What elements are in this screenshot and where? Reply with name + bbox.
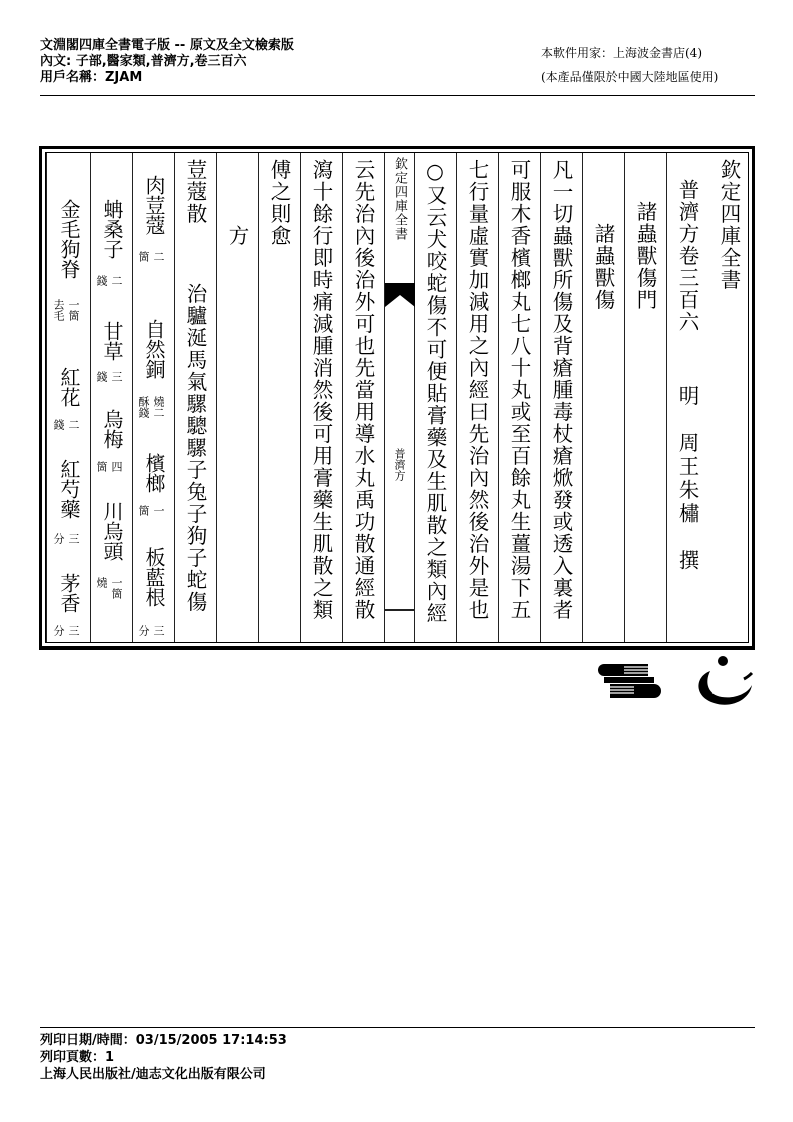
ingredient-name: 川烏頭 — [100, 501, 124, 561]
username: 用戶名稱：ZJAM — [40, 70, 143, 85]
ingredient-name: 蚺桑子 — [100, 199, 124, 259]
ingredient-name: 檳榔 — [142, 453, 166, 493]
ingredient-dose: 燒二 酥錢 — [137, 396, 165, 418]
ingredient-dose: 二 錢 — [52, 419, 80, 430]
section-title: 諸蟲獸傷門 — [633, 201, 657, 311]
ingredient-dose: 三 分 — [52, 533, 80, 544]
product-title: 文淵閣四庫全書電子版 -- 原文及全文檢索版 — [40, 38, 294, 53]
text-column-7 — [456, 153, 498, 642]
publisher: 上海人民出版社/迪志文化出版有限公司 — [40, 1067, 266, 1082]
ingredient-dose: 三 錢 — [95, 371, 123, 382]
column-text: 可服木香檳榔丸七八十丸或至百餘丸生薑湯下五 — [507, 159, 531, 621]
column-text: 瀉十餘行即時痛減腫消然後可用膏藥生肌散之類 — [309, 159, 333, 621]
books-logo-icon — [596, 662, 662, 702]
ingredient-dose: 四 箇 — [95, 461, 123, 472]
header-divider — [40, 95, 755, 96]
fishtail-mark-icon — [385, 283, 415, 307]
ingredient-dose: 三 分 — [52, 625, 80, 636]
text-column-13 — [174, 153, 216, 642]
footer-info — [40, 1032, 287, 1083]
ingredient-name: 紅花 — [57, 367, 81, 407]
text-column-10 — [300, 153, 342, 642]
ingredient-name: 紅芍藥 — [57, 459, 81, 519]
ingredient-dose: 一 箇 — [137, 505, 165, 516]
book-page-frame — [39, 146, 755, 650]
text-column-9 — [342, 153, 384, 642]
column-text: 傅之則愈 — [267, 159, 291, 247]
region-note: (本產品僅限於中國大陸地區使用) — [541, 70, 719, 84]
print-pages: 列印頁數：1 — [40, 1050, 115, 1065]
column-text: 凡一切蟲獸所傷及背瘡腫毒杖瘡焮發或透入裏者 — [549, 159, 573, 621]
book-page-inner-border — [45, 152, 749, 643]
banxin-column — [384, 153, 414, 642]
ingredient-name: 肉荳蔻 — [142, 175, 166, 235]
ingredient-name: 自然銅 — [142, 319, 166, 379]
column-text: 云先治內後治外可也先當用導水丸禹功散通經散 — [351, 159, 375, 621]
banxin-divider — [385, 609, 414, 611]
text-column-12 — [216, 153, 258, 642]
ingredient-dose: 一箇 燒 — [95, 577, 123, 599]
ingredient-dose: 三 分 — [137, 625, 165, 636]
ingredient-name: 烏梅 — [100, 409, 124, 449]
ingredient-dose: 二 錢 — [95, 275, 123, 286]
licensee: 本軟件用家：上海波金書店(4) — [541, 46, 702, 60]
print-datetime: 列印日期/時間：03/15/2005 17:14:53 — [40, 1033, 287, 1048]
text-column-3 — [624, 153, 666, 642]
text-column-6 — [498, 153, 540, 642]
ingredient-name: 金毛狗脊 — [57, 199, 81, 279]
text-column-1 — [708, 153, 750, 642]
ingredient-column-2 — [90, 153, 132, 642]
column-text: 欽定四庫全書 — [717, 159, 741, 291]
ingredient-dose: 二 箇 — [137, 251, 165, 262]
subsection-title: 諸蟲獸傷 — [591, 223, 615, 311]
ingredient-column-3 — [46, 153, 90, 642]
column-text: 七行量虛實加減用之內經曰先治內然後治外是也 — [465, 159, 489, 621]
formula-name: 荳蔻散 — [183, 159, 207, 225]
text-column-5 — [540, 153, 582, 642]
header-info — [40, 38, 294, 86]
text-column-4 — [582, 153, 624, 642]
content-path: 內文: 子部,醫家類,普濟方,卷三百六 — [40, 54, 247, 69]
author-line: 明 周王朱橚 撰 — [675, 385, 699, 573]
ingredient-name: 甘草 — [100, 321, 124, 361]
ingredient-name: 板藍根 — [142, 547, 166, 607]
text-column-11 — [258, 153, 300, 642]
license-info — [541, 41, 718, 89]
banxin-title: 欽定四庫全書 — [392, 157, 407, 241]
formula-heading: 方 — [225, 225, 249, 247]
banxin-subtitle: 普濟方 — [393, 448, 406, 481]
formula-indication: 治驢涎馬氣騾驄騾子兔子狗子蛇傷 — [183, 283, 207, 613]
volume-title: 普濟方卷三百六 — [675, 179, 699, 333]
text-column-2 — [666, 153, 708, 642]
text-column-8 — [414, 153, 456, 642]
ingredient-dose: 一箇 去毛 — [52, 299, 80, 321]
dragon-logo-icon — [688, 655, 758, 711]
ingredient-column-1 — [132, 153, 174, 642]
column-text: ○又云犬咬蛇傷不可便貼膏藥及生肌散之類內經 — [423, 159, 447, 625]
ingredient-name: 茅香 — [57, 573, 81, 613]
footer-divider — [40, 1027, 755, 1028]
